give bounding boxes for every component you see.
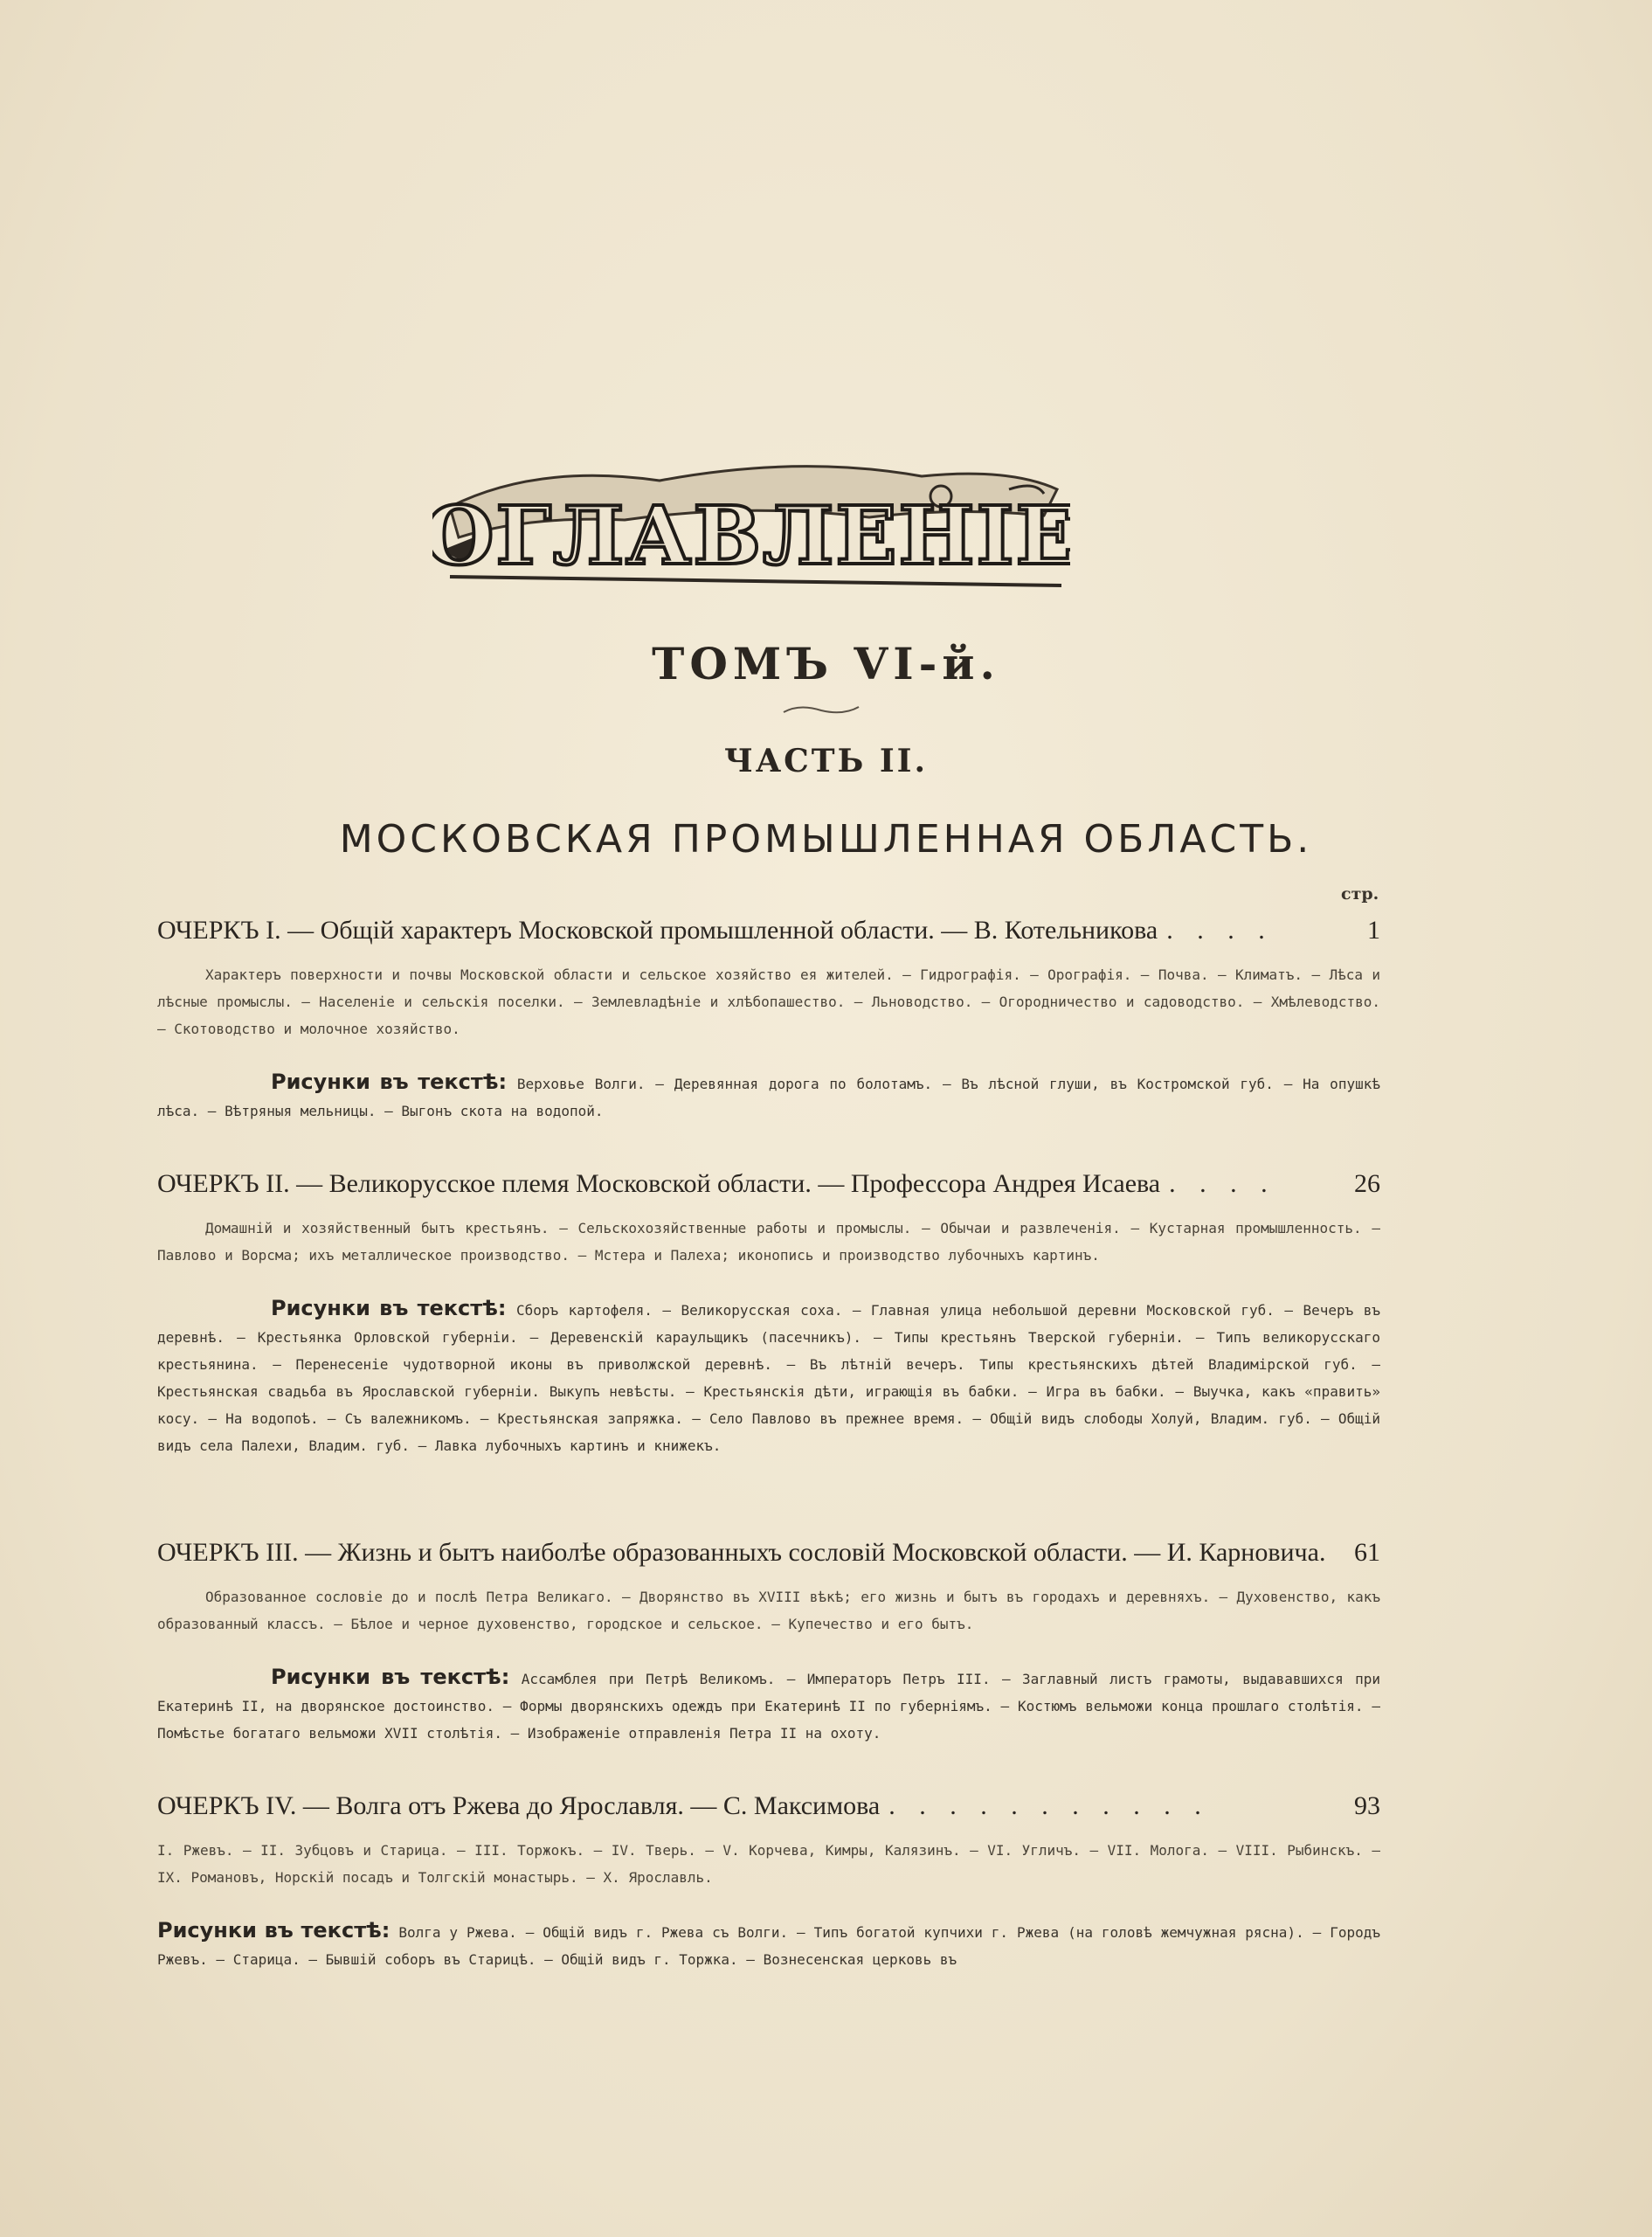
banner-title-text: ОГЛАВЛЕНІЕ: [432, 488, 1070, 583]
essay-summary: I. Ржевъ. — II. Зубцовъ и Старица. — III. Торжокъ. — IV. Тверь. — V. Корчева, Кимры, Калязинъ. — VI. Угличъ. — VII. Молога. — VIII. Рыбинскъ. — IX. Романовъ, Норскій посадъ и Толгскій монастырь. — X. Ярославль.: [157, 1842, 1380, 1886]
illustrations-text: Волга у Ржева. — Общій видъ г. Ржева съ Волги. — Типъ богатой купчихи г. Ржева (на головѣ жемчужная рясна). — Городъ Ржевъ. — Старица. — Бывшій соборъ въ Старицѣ. — Общій видъ г. Торжка. — Вознесенская церковь въ: [157, 1924, 1380, 1968]
essay-title: ОЧЕРКЪ IV. — Волга отъ Ржева до Ярославля. — С. Максимова: [157, 1791, 881, 1820]
illustrations-list: [157, 1295, 1380, 1459]
illustrations-label: Рисунки въ текстѣ:: [271, 1665, 510, 1689]
ornamental-heading-art: [432, 454, 1070, 603]
ornamental-heading-banner: [432, 454, 1070, 603]
essay-entry-1: [157, 916, 1380, 1125]
page-column-label: стр.: [1341, 884, 1379, 904]
ornament-flourish: [782, 703, 861, 716]
part-title: ЧАСТЬ II.: [723, 743, 929, 779]
essay-entry-3: [157, 1538, 1380, 1747]
illustrations-text: Ассамблея при Петрѣ Великомъ. — Императоръ Петръ III. — Заглавный листъ грамоты, выдававшихся при Екатеринѣ II, на дворянское достоинство. — Формы дворянскихъ одеждъ при Екатеринѣ II по губерніямъ. — Костюмъ вельможи конца прошлаго столѣтія. — Помѣстье богатаго вельможи XVII столѣтія. — Изображеніе отправленія Петра II на охоту.: [157, 1671, 1380, 1742]
essay-summary: Характеръ поверхности и почвы Московской области и сельское хозяйство ея жителей. — Гидрографія. — Орографія. — Почва. — Климатъ. — Лѣса и лѣсные промыслы. — Населеніе и сельскія поселки. — Землевладѣніе и хлѣбопашество. — Льноводство. — Огородничество и садоводство. — Хмѣлеводство. — Скотоводство и молочное хозяйство.: [157, 966, 1380, 1037]
essay-summary: Образованное сословіе до и послѣ Петра Великаго. — Дворянство въ XVIII вѣкѣ; его жизнь и бытъ въ городахъ и деревняхъ. — Духовенство, какъ образованный классъ. — Бѣлое и черное духовенство, городское и сельское. — Купечество и его бытъ.: [157, 1589, 1380, 1632]
leader-dots: . . . . . . . . . . .: [888, 1791, 1210, 1820]
essay-title: ОЧЕРКЪ I. — Общій характеръ Московской промышленной области. — В. Котельникова: [157, 916, 1158, 945]
volume-title: ТОМЪ VI-й.: [652, 638, 1000, 689]
essay-page-number: 93: [1354, 1791, 1380, 1820]
illustrations-label: Рисунки въ текстѣ:: [271, 1070, 508, 1094]
essay-heading: [157, 916, 1380, 945]
essay-heading: [157, 1169, 1380, 1199]
illustrations-label: Рисунки въ текстѣ:: [157, 1918, 391, 1943]
leader-dots: . . . .: [1166, 916, 1274, 945]
essay-entry-4: [157, 1791, 1380, 1973]
essay-entry-2: [157, 1169, 1380, 1459]
essay-page-number: 1: [1367, 916, 1380, 945]
illustrations-text: Верховье Волги. — Деревянная дорога по болотамъ. — Въ лѣсной глуши, въ Костромской губ. — На опушкѣ лѣса. — Вѣтряныя мельницы. — Выгонъ скота на водопой.: [157, 1076, 1380, 1119]
illustrations-text: Сборъ картофеля. — Великорусская соха. — Главная улица небольшой деревни Московской губ. — Вечеръ въ деревнѣ. — Крестьянка Орловской губерніи. — Деревенскій караульщикъ (пасечникъ). — Типы крестьянъ Тверской губерніи. — Типъ великорусскаго крестьянина. — Перенесеніе чудотворной иконы въ приволжской деревнѣ. — Въ лѣтній вечеръ. Типы крестьянскихъ дѣтей Владимірской губ. — Крестьянская свадьба въ Ярославской губерніи. Выкупъ невѣсты. — Крестьянскія дѣти, играющія въ бабки. — Игра въ бабки. — Выучка, какъ «править» косу. — На водопоѣ. — Съ валежникомъ. — Крестьянская запряжка. — Село Павлово въ прежнее время. — Общій видъ слободы Холуй, Владим. губ. — Общій видъ села Палехи, Владим. губ. — Лавка лубочныхъ картинъ и книжекъ.: [157, 1302, 1380, 1454]
illustrations-list: [157, 1664, 1380, 1747]
leader-dots: . . . .: [1169, 1169, 1276, 1198]
essay-title: ОЧЕРКЪ II. — Великорусское племя Московской области. — Профессора Андрея Исаева: [157, 1169, 1161, 1198]
region-title: МОСКОВСКАЯ ПРОМЫШЛЕННАЯ ОБЛАСТЬ.: [339, 817, 1313, 862]
illustrations-list: [157, 1917, 1380, 1973]
essay-page-number: 61: [1354, 1538, 1380, 1567]
essay-heading: [157, 1791, 1380, 1821]
essay-heading: [157, 1538, 1380, 1568]
essay-page-number: 26: [1354, 1169, 1380, 1198]
illustrations-label: Рисунки въ текстѣ:: [271, 1296, 507, 1320]
essay-summary: Домашній и хозяйственный бытъ крестьянъ. — Сельскохозяйственные работы и промыслы. — Обычаи и развлеченія. — Кустарная промышленность. — Павлово и Ворсма; ихъ металлическое производство. — Мстера и Палеха; иконопись и производство лубочныхъ картинъ.: [157, 1220, 1380, 1264]
illustrations-list: [157, 1069, 1380, 1125]
essay-title: ОЧЕРКЪ III. — Жизнь и бытъ наиболѣе образованныхъ сословій Московской области. — И. Карновича.: [157, 1538, 1326, 1567]
